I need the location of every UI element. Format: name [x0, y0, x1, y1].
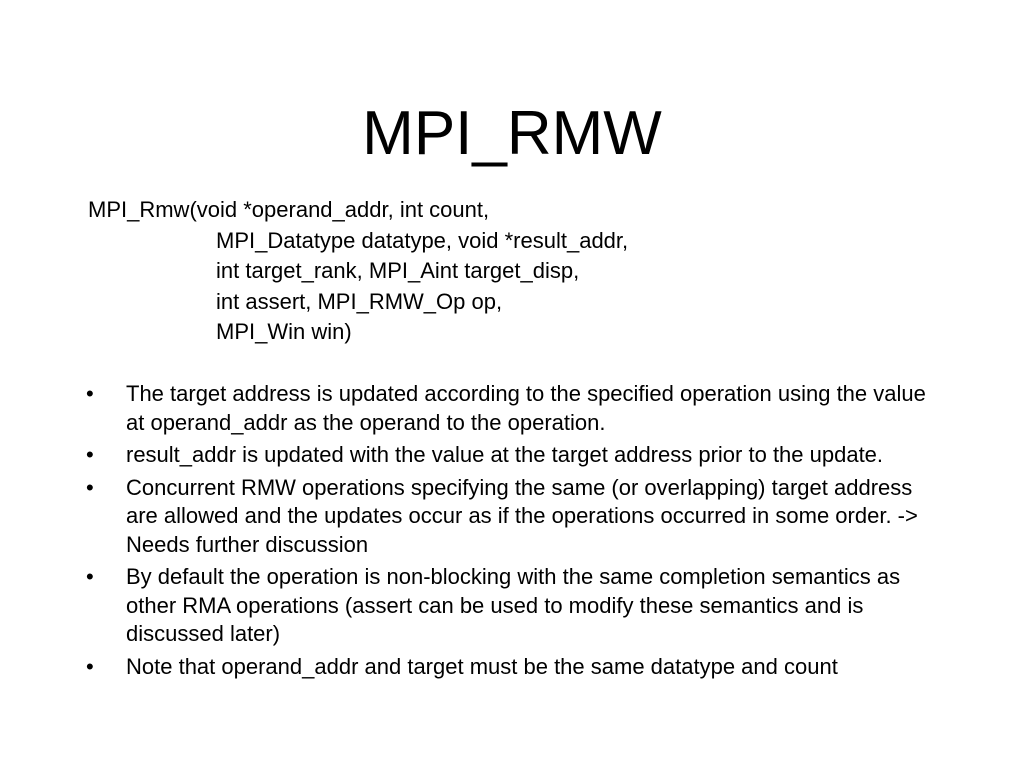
bullet-item [86, 563, 926, 649]
signature-line: MPI_Win win) [216, 319, 352, 344]
bullet-item [86, 653, 926, 682]
bullet-icon: • [86, 474, 94, 500]
bullet-icon: • [86, 442, 94, 467]
bullet-text: Note that operand_addr and target must be the same datatype and count [126, 653, 838, 679]
bullet-item [86, 380, 926, 437]
bullet-icon: • [86, 381, 94, 406]
bullet-item [86, 441, 926, 470]
function-signature [88, 195, 628, 348]
bullet-text: Concurrent RMW operations specifying the same (or overlapping) target address are allowed and the updates occur as if the operations occurred in some order. -> Needs further discussion [126, 474, 918, 557]
signature-line: MPI_Rmw(void *operand_addr, int count, [88, 197, 490, 222]
bullet-icon: • [86, 653, 94, 679]
bullet-text: The target address is updated according to the specified operation using the value at operand_addr as the operand to the operation. [126, 381, 926, 435]
bullet-text: By default the operation is non-blocking with the same completion semantics as other RMA operations (assert can be used to modify these semantics and is discussed later) [126, 564, 901, 646]
signature-line: MPI_Datatype datatype, void *result_addr, [216, 227, 629, 253]
signature-line: int target_rank, MPI_Aint target_disp, [216, 258, 580, 283]
bullet-list [86, 380, 926, 685]
bullet-text: result_addr is updated with the value at the target address prior to the update. [126, 442, 884, 467]
signature-line: int assert, MPI_RMW_Op op, [216, 288, 503, 314]
bullet-item [86, 474, 926, 560]
bullet-icon: • [86, 564, 94, 589]
slide-title: MPI_RMW [362, 99, 662, 168]
